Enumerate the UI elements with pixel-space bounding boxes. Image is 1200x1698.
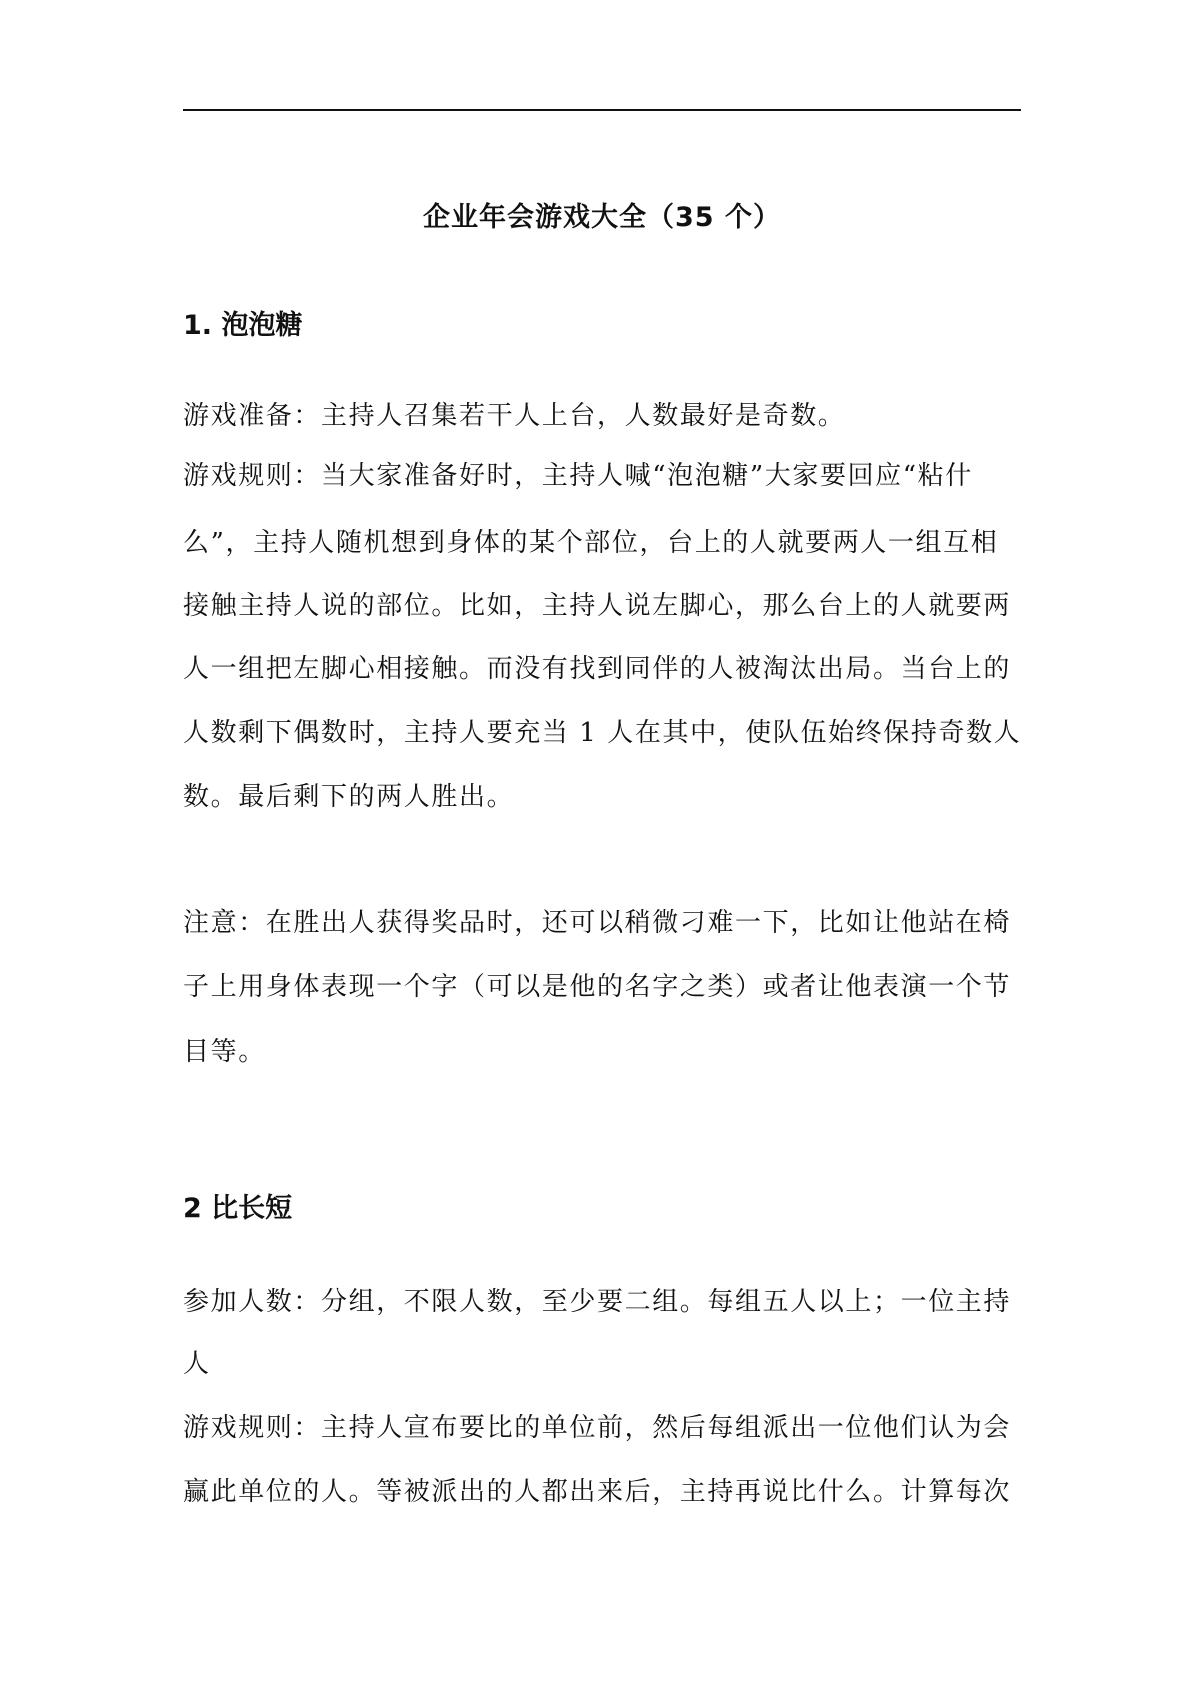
note-line: 子上用身体表现一个字（可以是他的名字之类）或者让他表演一个节 <box>183 972 1012 1002</box>
paragraph-line: 么”，主持人随机想到身体的某个部位，台上的人就要两人一组互相 <box>183 528 999 558</box>
paragraph-line: 数。最后剩下的两人胜出。 <box>183 782 515 812</box>
paragraph-line: 人一组把左脚心相接触。而没有找到同伴的人被淘汰出局。当台上的 <box>183 654 1012 684</box>
document-title: 企业年会游戏大全（35 个） <box>423 202 781 233</box>
paragraph-line: 参加人数：分组，不限人数，至少要二组。每组五人以上；一位主持 <box>183 1287 1012 1317</box>
section-heading-2: 2 比长短 <box>183 1193 293 1224</box>
paragraph-line: 游戏规则：当大家准备好时，主持人喊“泡泡糖”大家要回应“粘什 <box>183 461 973 491</box>
paragraph-line: 游戏规则：主持人宣布要比的单位前，然后每组派出一位他们认为会 <box>183 1413 1012 1443</box>
paragraph-line: 赢此单位的人。等被派出的人都出来后，主持再说比什么。计算每次 <box>183 1477 1012 1507</box>
note-line: 注意：在胜出人获得奖品时，还可以稍微刁难一下，比如让他站在椅 <box>183 908 1012 938</box>
paragraph-line: 人 <box>183 1349 211 1379</box>
paragraph-line: 人数剩下偶数时，主持人要充当 1 人在其中，使队伍始终保持奇数人 <box>183 718 1022 748</box>
section-heading-1: 1. 泡泡糖 <box>183 310 303 341</box>
note-line: 目等。 <box>183 1037 266 1067</box>
header-rule <box>183 109 1021 111</box>
paragraph-line: 游戏准备：主持人召集若干人上台，人数最好是奇数。 <box>183 401 846 431</box>
paragraph-line: 接触主持人说的部位。比如，主持人说左脚心，那么台上的人就要两 <box>183 591 1012 621</box>
